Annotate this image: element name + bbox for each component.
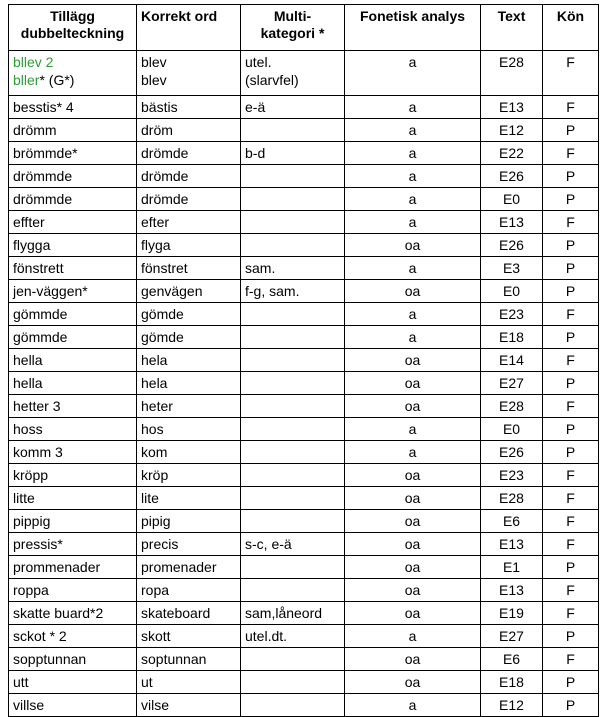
table-row — [9, 96, 599, 119]
table-row — [9, 418, 599, 441]
cell-text: E13 — [481, 533, 543, 556]
cell-text: E23 — [481, 303, 543, 326]
cell-multi: s-c, e-ä — [241, 533, 345, 556]
cell-phon: a — [345, 119, 481, 142]
table-row — [9, 372, 599, 395]
cell-phon: a — [345, 418, 481, 441]
cell-multi: b-d — [241, 142, 345, 165]
table-row — [9, 142, 599, 165]
cell-correct — [137, 51, 241, 96]
cell-gender: P — [543, 441, 599, 464]
cell-gender: P — [543, 418, 599, 441]
cell-multi — [241, 51, 345, 96]
cell-correct: vilse — [137, 694, 241, 717]
table-row — [9, 694, 599, 717]
cell-correct: kröp — [137, 464, 241, 487]
correct-line1: blev — [141, 54, 167, 70]
cell-correct: bästis — [137, 96, 241, 119]
header-fonetisk-analys: Fonetisk analys — [345, 5, 481, 51]
cell-multi — [241, 211, 345, 234]
cell-text: E23 — [481, 464, 543, 487]
cell-phon: a — [345, 211, 481, 234]
cell-text: E3 — [481, 257, 543, 280]
cell-text: E0 — [481, 280, 543, 303]
cell-gender: F — [543, 51, 599, 96]
cell-phon: a — [345, 303, 481, 326]
cell-gender: F — [543, 648, 599, 671]
table-row — [9, 280, 599, 303]
cell-phon: a — [345, 165, 481, 188]
cell-text: E12 — [481, 694, 543, 717]
cell-multi — [241, 510, 345, 533]
cell-text: E6 — [481, 510, 543, 533]
cell-correct: hos — [137, 418, 241, 441]
cell-gender: P — [543, 671, 599, 694]
cell-text: E13 — [481, 579, 543, 602]
table-row — [9, 533, 599, 556]
header-tillagg — [9, 5, 137, 51]
table-row — [9, 51, 599, 96]
cell-word: prommenader — [9, 556, 137, 579]
word-line2-rest: * (G*) — [39, 72, 75, 88]
cell-word: hetter 3 — [9, 395, 137, 418]
cell-multi — [241, 694, 345, 717]
cell-text: E26 — [481, 441, 543, 464]
multi-line2: (slarvfel) — [245, 72, 299, 88]
cell-correct: genvägen — [137, 280, 241, 303]
cell-correct: efter — [137, 211, 241, 234]
cell-correct: dröm — [137, 119, 241, 142]
cell-gender: P — [543, 188, 599, 211]
cell-correct: promenader — [137, 556, 241, 579]
cell-word: drömm — [9, 119, 137, 142]
cell-text: E18 — [481, 671, 543, 694]
cell-gender: F — [543, 464, 599, 487]
cell-phon: a — [345, 142, 481, 165]
cell-text: E18 — [481, 326, 543, 349]
cell-correct: ropa — [137, 579, 241, 602]
multi-line1: utel. — [245, 54, 272, 70]
cell-text: E26 — [481, 165, 543, 188]
cell-multi — [241, 303, 345, 326]
cell-correct: heter — [137, 395, 241, 418]
cell-correct: skott — [137, 625, 241, 648]
cell-multi — [241, 119, 345, 142]
cell-phon: a — [345, 694, 481, 717]
cell-gender: F — [543, 602, 599, 625]
cell-text: E22 — [481, 142, 543, 165]
cell-multi — [241, 487, 345, 510]
cell-multi — [241, 441, 345, 464]
cell-correct: lite — [137, 487, 241, 510]
word-line2-green: bller — [13, 72, 40, 88]
cell-word: gömmde — [9, 326, 137, 349]
cell-word: brömmde* — [9, 142, 137, 165]
cell-phon: oa — [345, 487, 481, 510]
cell-multi — [241, 372, 345, 395]
cell-word: utt — [9, 671, 137, 694]
cell-gender: P — [543, 556, 599, 579]
cell-phon: oa — [345, 579, 481, 602]
cell-multi — [241, 418, 345, 441]
cell-gender: P — [543, 165, 599, 188]
word-table — [8, 4, 599, 717]
cell-correct: precis — [137, 533, 241, 556]
cell-multi: f-g, sam. — [241, 280, 345, 303]
cell-gender: P — [543, 694, 599, 717]
table-row — [9, 441, 599, 464]
header-text: Text — [481, 5, 543, 51]
cell-gender: F — [543, 142, 599, 165]
cell-text: E19 — [481, 602, 543, 625]
cell-correct: drömde — [137, 142, 241, 165]
cell-word: pressis* — [9, 533, 137, 556]
table-row — [9, 326, 599, 349]
cell-text: E13 — [481, 211, 543, 234]
cell-word: pippig — [9, 510, 137, 533]
header-kon: Kön — [543, 5, 599, 51]
table-row — [9, 625, 599, 648]
cell-multi — [241, 464, 345, 487]
cell-gender: F — [543, 395, 599, 418]
table-row — [9, 579, 599, 602]
header-tillagg-line2: dubbelteckning — [20, 25, 125, 41]
table-row — [9, 349, 599, 372]
cell-text: E0 — [481, 188, 543, 211]
cell-word: kröpp — [9, 464, 137, 487]
cell-gender: P — [543, 257, 599, 280]
word-line2 — [13, 71, 132, 89]
cell-gender: P — [543, 326, 599, 349]
cell-word: sopptunnan — [9, 648, 137, 671]
cell-phon: oa — [345, 510, 481, 533]
cell-correct: gömde — [137, 326, 241, 349]
cell-phon: oa — [345, 464, 481, 487]
table-row — [9, 556, 599, 579]
table-row — [9, 395, 599, 418]
header-tillagg-line1: Tillägg — [50, 8, 95, 24]
cell-multi: e-ä — [241, 96, 345, 119]
cell-text: E0 — [481, 418, 543, 441]
cell-multi — [241, 648, 345, 671]
table-row — [9, 303, 599, 326]
correct-line2: blev — [141, 72, 167, 88]
cell-gender: P — [543, 372, 599, 395]
table-row — [9, 671, 599, 694]
cell-text: E27 — [481, 625, 543, 648]
cell-gender: P — [543, 234, 599, 257]
cell-word: skatte buard*2 — [9, 602, 137, 625]
cell-word: drömmde — [9, 165, 137, 188]
cell-correct: gömde — [137, 303, 241, 326]
cell-text: E13 — [481, 96, 543, 119]
cell-gender: F — [543, 211, 599, 234]
cell-correct: drömde — [137, 165, 241, 188]
cell-phon: a — [345, 257, 481, 280]
cell-word: jen-väggen* — [9, 280, 137, 303]
cell-correct: drömde — [137, 188, 241, 211]
cell-text: E28 — [481, 395, 543, 418]
cell-word: besstis* 4 — [9, 96, 137, 119]
cell-correct: fönstret — [137, 257, 241, 280]
cell-gender: F — [543, 349, 599, 372]
cell-word: litte — [9, 487, 137, 510]
cell-correct: skateboard — [137, 602, 241, 625]
cell-word — [9, 51, 137, 96]
cell-word: sckot * 2 — [9, 625, 137, 648]
cell-gender: F — [543, 96, 599, 119]
cell-correct: kom — [137, 441, 241, 464]
header-multi-line2: kategori * — [260, 25, 325, 41]
cell-multi — [241, 579, 345, 602]
cell-multi: sam,låneord — [241, 602, 345, 625]
word-line1: bllev 2 — [13, 54, 54, 70]
cell-word: flygga — [9, 234, 137, 257]
cell-multi — [241, 671, 345, 694]
cell-word: villse — [9, 694, 137, 717]
cell-gender: P — [543, 625, 599, 648]
cell-word: hella — [9, 372, 137, 395]
cell-correct: pipig — [137, 510, 241, 533]
cell-multi — [241, 188, 345, 211]
cell-phon: a — [345, 188, 481, 211]
cell-multi: utel.dt. — [241, 625, 345, 648]
cell-multi — [241, 395, 345, 418]
cell-gender: F — [543, 487, 599, 510]
table-row — [9, 119, 599, 142]
cell-phon: oa — [345, 671, 481, 694]
cell-gender: F — [543, 579, 599, 602]
cell-word: roppa — [9, 579, 137, 602]
cell-gender: F — [543, 303, 599, 326]
cell-word: komm 3 — [9, 441, 137, 464]
cell-multi — [241, 556, 345, 579]
cell-correct: soptunnan — [137, 648, 241, 671]
cell-correct: flyga — [137, 234, 241, 257]
cell-multi — [241, 165, 345, 188]
cell-word: effter — [9, 211, 137, 234]
cell-text: E28 — [481, 487, 543, 510]
cell-word: hoss — [9, 418, 137, 441]
table-row — [9, 464, 599, 487]
cell-word: fönstrett — [9, 257, 137, 280]
table-row — [9, 510, 599, 533]
cell-word: drömmde — [9, 188, 137, 211]
cell-phon: oa — [345, 533, 481, 556]
header-korrekt-ord: Korrekt ord — [137, 5, 241, 51]
cell-correct: hela — [137, 349, 241, 372]
table-row — [9, 165, 599, 188]
cell-phon: a — [345, 51, 481, 96]
table-row — [9, 257, 599, 280]
table-row — [9, 487, 599, 510]
cell-phon: a — [345, 441, 481, 464]
header-multikategori — [241, 5, 345, 51]
cell-multi — [241, 234, 345, 257]
cell-gender: P — [543, 280, 599, 303]
table-row — [9, 188, 599, 211]
header-multi-line1: Multi- — [273, 8, 312, 24]
cell-phon: a — [345, 96, 481, 119]
cell-word: hella — [9, 349, 137, 372]
cell-gender: F — [543, 533, 599, 556]
cell-text: E27 — [481, 372, 543, 395]
table-row — [9, 234, 599, 257]
cell-phon: a — [345, 625, 481, 648]
cell-phon: oa — [345, 395, 481, 418]
cell-text: E14 — [481, 349, 543, 372]
cell-multi — [241, 349, 345, 372]
cell-text: E26 — [481, 234, 543, 257]
cell-text: E12 — [481, 119, 543, 142]
cell-multi: sam. — [241, 257, 345, 280]
cell-word: gömmde — [9, 303, 137, 326]
cell-phon: oa — [345, 372, 481, 395]
cell-phon: oa — [345, 648, 481, 671]
cell-phon: oa — [345, 556, 481, 579]
cell-text: E6 — [481, 648, 543, 671]
cell-correct: hela — [137, 372, 241, 395]
cell-phon: oa — [345, 349, 481, 372]
cell-text: E28 — [481, 51, 543, 96]
cell-gender: P — [543, 119, 599, 142]
cell-phon: oa — [345, 280, 481, 303]
table-row — [9, 602, 599, 625]
cell-gender: F — [543, 510, 599, 533]
cell-correct: ut — [137, 671, 241, 694]
cell-phon: oa — [345, 234, 481, 257]
cell-phon: oa — [345, 602, 481, 625]
table-row — [9, 211, 599, 234]
header-row — [9, 5, 599, 51]
cell-text: E1 — [481, 556, 543, 579]
table-row — [9, 648, 599, 671]
cell-phon: a — [345, 326, 481, 349]
cell-multi — [241, 326, 345, 349]
